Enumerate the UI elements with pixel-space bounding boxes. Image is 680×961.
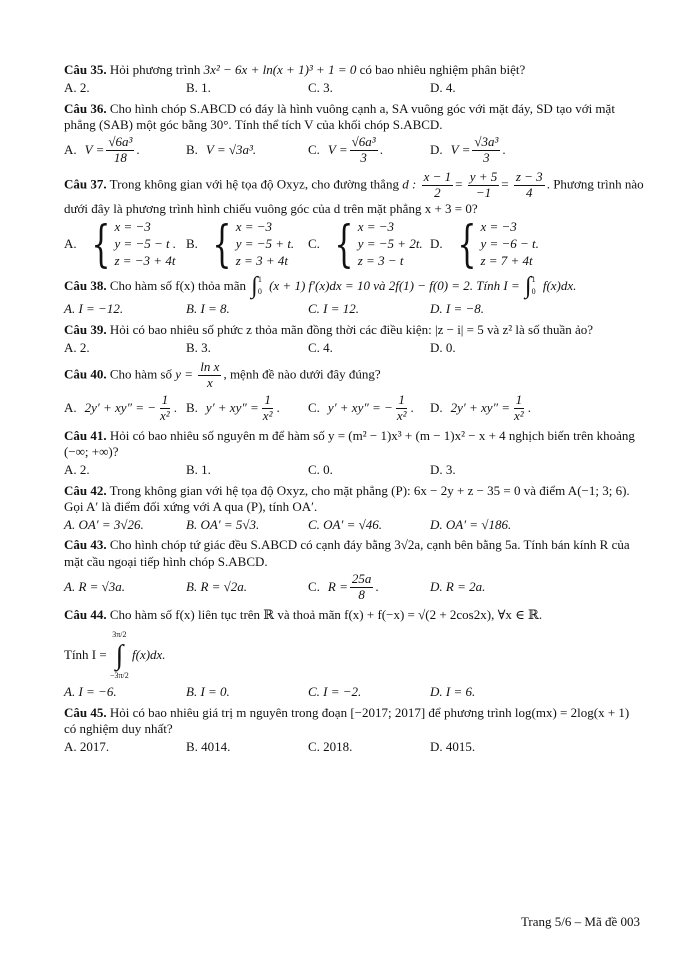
options-43 <box>64 572 644 603</box>
denominator: 3 <box>483 149 490 165</box>
denominator: 2 <box>434 184 441 200</box>
option-letter: B. <box>186 400 198 416</box>
equation-line: x = −3 <box>480 219 517 234</box>
question-label: Câu 42. <box>64 482 107 498</box>
option-prefix: V = <box>450 142 471 158</box>
option-letter: A. <box>64 142 77 158</box>
denominator: x² <box>396 407 407 423</box>
option-a[interactable]: A. I = −12. <box>64 301 124 317</box>
lower-limit: −3π/2 <box>109 670 129 680</box>
option-a[interactable]: A. I = −6. <box>64 684 117 700</box>
exam-page <box>64 62 644 759</box>
question-text: Cho hàm số f(x) thỏa mãn <box>109 277 246 293</box>
option-letter: B. <box>186 236 198 252</box>
equation-line: z = 3 − t <box>357 252 404 268</box>
question-42 <box>64 483 644 516</box>
question-label: Câu 39. <box>64 321 107 337</box>
equation-line: y = −5 − t . <box>114 235 177 251</box>
question-43 <box>64 537 644 570</box>
option-value: V = √3a³. <box>205 142 257 158</box>
numerator: 1 <box>161 391 169 407</box>
option-c[interactable]: C. 4. <box>308 339 333 355</box>
question-tail: f(x)dx. <box>542 277 577 293</box>
question-tail: Phương trình nào dưới đây là phương trình hình chiếu vuông góc của d trên mặt phẳng x + 3 = 0? <box>64 176 644 216</box>
fraction <box>422 170 454 201</box>
options-44 <box>64 684 644 700</box>
upper-limit: 3π/2 <box>112 629 127 639</box>
option-a[interactable]: A. 2. <box>64 339 90 355</box>
option-a[interactable]: A. 2. <box>64 80 90 96</box>
question-label: Câu 37. <box>64 176 107 192</box>
option-c[interactable]: C. 3. <box>308 80 333 96</box>
option-d[interactable]: D. OA′ = √186. <box>430 517 512 533</box>
option-c[interactable]: C. OA′ = √46. <box>308 517 383 533</box>
question-text: Cho hình chóp tứ giác đều S.ABCD có cạnh đáy bằng 3√2a, cạnh bên bằng 5a. Tính bán kính R của mặt cầu ngoại tiếp hình chóp S.ABCD. <box>64 537 630 569</box>
numerator: x − 1 <box>423 168 452 184</box>
option-c[interactable]: C. I = 12. <box>308 301 360 317</box>
question-label: Câu 45. <box>64 704 107 720</box>
equation-line: x = −3 <box>114 219 151 234</box>
equation-line: y = −5 + t. <box>235 235 295 251</box>
question-text: Hỏi phương trình <box>109 62 201 77</box>
option-b[interactable]: B. 4014. <box>186 739 231 755</box>
question-mid: (x + 1) f′(x)dx = 10 và 2f(1) − f(0) = 2. Tính I = <box>269 277 520 293</box>
denominator: 4 <box>526 184 533 200</box>
denominator: 18 <box>113 149 127 165</box>
option-b[interactable]: B. 1. <box>186 462 211 478</box>
option-d[interactable]: D. I = −8. <box>430 301 485 317</box>
question-tail: , mệnh đề nào dưới đây đúng? <box>223 366 381 382</box>
upper-limit: 1 <box>257 274 262 284</box>
integral <box>525 274 538 300</box>
numerator: ln x <box>200 359 220 375</box>
fraction <box>512 393 526 424</box>
options-35 <box>64 80 644 96</box>
option-b[interactable]: B. y′ + xy″ = $\frac{1}{\text{x²}}$ . <box>186 391 280 423</box>
option-prefix: 2y′ + xy″ = − <box>84 400 157 416</box>
option-c[interactable]: C. R = $\frac{25a}{8}$ . <box>308 570 379 602</box>
numerator: z − 3 <box>515 168 543 184</box>
question-35 <box>64 62 644 78</box>
equation-line: y = −6 − t. <box>480 235 539 251</box>
numerator: 1 <box>515 391 523 407</box>
fraction <box>472 135 500 166</box>
option-a[interactable]: A. 2y′ + xy″ = − $\frac{1}{\text{x²}}$ . <box>64 391 177 423</box>
option-a[interactable]: A. V = $\frac{\text{√6a³}}{18}$ . <box>64 134 140 165</box>
option-letter: C. <box>308 579 320 595</box>
integral <box>110 629 129 683</box>
integral-icon: ∫ <box>251 273 258 300</box>
equation-line: z = 3 + 4t <box>235 252 288 268</box>
option-d[interactable]: D. 4. <box>430 80 456 96</box>
question-40 <box>64 360 644 391</box>
equation-system <box>85 215 177 274</box>
options-37 <box>64 215 644 274</box>
options-45 <box>64 739 644 755</box>
denominator: x² <box>262 407 273 423</box>
option-d[interactable]: D. 4015. <box>430 739 476 755</box>
option-a[interactable]: A. 2. <box>64 462 90 478</box>
option-prefix: y′ + xy″ = − <box>327 400 393 416</box>
question-41 <box>64 428 644 461</box>
equation-line: z = −3 + 4t <box>114 252 176 268</box>
integral-icon: ∫ <box>115 639 124 671</box>
question-text: Cho hàm số <box>109 366 172 382</box>
option-prefix: V = <box>84 142 105 158</box>
brace-icon: { <box>212 215 232 274</box>
question-37: Câu 37. Trong không gian với hệ tọa độ Oxyz, cho đường thẳng d : $\frac{x - 1}{2}$ = $\frac{y + 5}{-1}$ = $\frac{z - 3}{4}$ . Phương trình nào dưới đây là phương trình hình chiếu vuông góc của d trên mặt phẳng x + 3 = 0? <box>64 168 644 216</box>
option-letter: C. <box>308 400 320 416</box>
question-label: Câu 36. <box>64 100 107 116</box>
denominator: −1 <box>475 184 492 200</box>
numerator: √3a³ <box>474 134 499 149</box>
fraction <box>261 393 275 424</box>
fraction <box>106 135 134 166</box>
fraction <box>158 393 172 424</box>
denominator: x² <box>160 407 170 423</box>
brace-icon: { <box>91 215 111 274</box>
equation-line: x = −3 <box>235 219 273 234</box>
brace-icon: { <box>334 215 354 274</box>
option-letter: C. <box>308 142 320 158</box>
option-c[interactable]: C. I = −2. <box>308 684 362 700</box>
question-tail: Tính I = <box>64 646 107 662</box>
option-a[interactable]: A. R = √3a. <box>64 579 126 595</box>
equation-system <box>206 215 295 274</box>
question-38 <box>64 274 644 300</box>
question-text: Hỏi có bao nhiêu số phức z thỏa mãn đồng thời các điều kiện: |z − i| = 5 và z² là số thuần ảo? <box>109 321 594 337</box>
question-text: Hỏi có bao nhiêu số nguyên m để hàm số y = (m² − 1)x³ + (m − 1)x² − x + 4 nghịch biến trên khoảng (−∞; +∞)? <box>64 427 635 460</box>
fraction <box>395 393 409 424</box>
question-text: Hỏi có bao nhiêu giá trị m nguyên trong đoạn [−2017; 2017] để phương trình log(mx) = 2log(x + 1) có nghiệm duy nhất? <box>64 704 630 736</box>
numerator: 1 <box>264 391 271 407</box>
denominator: 3 <box>360 149 367 165</box>
question-tail-2: f(x)dx. <box>132 646 166 662</box>
option-letter: D. <box>430 142 443 158</box>
option-letter: D. <box>430 400 443 416</box>
option-prefix: y′ + xy″ = <box>205 400 259 416</box>
options-40 <box>64 393 644 424</box>
question-label: Câu 35. <box>64 62 107 77</box>
option-d[interactable] <box>430 215 552 274</box>
options-42 <box>64 517 644 533</box>
lower-limit: 0 <box>531 287 536 297</box>
option-prefix: R = <box>327 579 348 595</box>
equation: 3x² − 6x + ln(x + 1)³ + 1 = 0 <box>203 62 357 77</box>
page-footer: Trang 5/6 – Mã đề 003 <box>520 914 640 929</box>
question-label: Câu 38. <box>64 277 107 293</box>
option-a[interactable] <box>64 215 186 274</box>
numerator: √6a³ <box>108 134 133 149</box>
equation-line: z = 7 + 4t <box>480 252 533 268</box>
fraction <box>350 572 374 603</box>
line-name: d : <box>402 176 417 192</box>
option-letter: C. <box>308 236 320 252</box>
option-letter: A. <box>64 400 77 416</box>
options-38 <box>64 301 644 317</box>
option-d[interactable]: D. 2y′ + xy″ = $\frac{1}{\text{x²}}$ . <box>430 391 531 423</box>
option-letter: B. <box>186 142 198 158</box>
function-prefix: y = <box>175 366 194 382</box>
options-41 <box>64 462 644 478</box>
option-c[interactable]: C. V = $\frac{\text{√6a³}}{3}$ . <box>308 134 383 165</box>
question-44 <box>64 607 644 623</box>
option-letter: D. <box>430 236 443 252</box>
fraction <box>468 170 500 201</box>
fraction <box>350 135 378 166</box>
option-b[interactable]: B. I = 8. <box>186 301 230 317</box>
option-d[interactable]: D. 0. <box>430 339 456 355</box>
numerator: 1 <box>398 391 405 407</box>
denominator: x <box>206 374 213 390</box>
option-b[interactable] <box>186 135 308 166</box>
options-36 <box>64 135 644 166</box>
question-text: Trong không gian với hệ tọa độ Oxyz, cho mặt phẳng (P): 6x − 2y + z − 35 = 0 và điểm A(−1; 3; 6). Gọi A′ là điểm đối xứng với A qua (P), tính OA′. <box>64 482 630 514</box>
question-label: Câu 40. <box>64 366 107 382</box>
denominator: x² <box>514 407 524 423</box>
equation-system <box>328 215 423 274</box>
denominator: 8 <box>358 586 365 602</box>
option-a[interactable]: A. 2017. <box>64 739 110 755</box>
option-c[interactable]: C. 2018. <box>308 739 353 755</box>
equation-system <box>451 215 539 274</box>
upper-limit: 1 <box>531 274 536 284</box>
lower-limit: 0 <box>257 287 262 297</box>
option-d[interactable]: D. I = 6. <box>430 684 476 700</box>
option-b[interactable] <box>186 215 308 274</box>
question-label: Câu 44. <box>64 606 107 622</box>
numerator: 25a <box>351 570 372 586</box>
option-d[interactable]: D. R = 2a. <box>430 579 486 595</box>
option-c[interactable]: C. y′ + xy″ = − $\frac{1}{\text{x²}}$ . <box>308 391 414 423</box>
question-36 <box>64 101 644 134</box>
option-b[interactable]: B. I = 0. <box>186 684 230 700</box>
question-45 <box>64 705 644 738</box>
option-b[interactable]: B. 3. <box>186 339 211 355</box>
option-b[interactable]: B. OA′ = 5√3. <box>186 517 260 533</box>
brace-icon: { <box>457 215 477 274</box>
option-d[interactable]: D. 3. <box>430 462 456 478</box>
option-prefix: V = <box>327 142 348 158</box>
option-a[interactable]: A. OA′ = 3√26. <box>64 517 144 533</box>
options-39 <box>64 340 644 356</box>
question-tail: có bao nhiêu nghiệm phân biệt? <box>359 62 526 77</box>
question-44-integral <box>64 629 644 683</box>
option-prefix: 2y′ + xy″ = <box>450 400 511 416</box>
question-label: Câu 41. <box>64 427 107 443</box>
integral-icon: ∫ <box>525 273 532 300</box>
question-label: Câu 43. <box>64 537 107 553</box>
integral <box>251 274 264 300</box>
question-text: Cho hình chóp S.ABCD có đáy là hình vuông cạnh a, SA vuông góc với mặt đáy, SD tạo với mặt phẳng (SAB) một góc bằng 30°. Tính thể tích V của khối chóp S.ABCD. <box>64 100 615 132</box>
numerator: √6a³ <box>351 134 376 149</box>
option-b[interactable]: B. 1. <box>186 80 211 96</box>
fraction <box>198 360 221 391</box>
option-b[interactable]: B. R = √2a. <box>186 579 248 595</box>
fraction <box>514 170 545 201</box>
question-text: Trong không gian với hệ tọa độ Oxyz, cho đường thẳng <box>109 176 399 192</box>
equation-line: y = −5 + 2t. <box>357 235 423 251</box>
option-d[interactable]: D. V = $\frac{\text{√3a³}}{3}$ . <box>430 134 506 165</box>
equation-line: x = −3 <box>357 219 395 234</box>
numerator: y + 5 <box>469 168 498 184</box>
question-39 <box>64 322 644 338</box>
option-c[interactable]: C. 0. <box>308 462 333 478</box>
option-letter: A. <box>64 236 77 252</box>
option-c[interactable] <box>308 215 430 274</box>
question-text: Cho hàm số f(x) liên tục trên ℝ và thoả mãn f(x) + f(−x) = √(2 + 2cos2x), ∀x ∈ ℝ. <box>109 606 543 622</box>
